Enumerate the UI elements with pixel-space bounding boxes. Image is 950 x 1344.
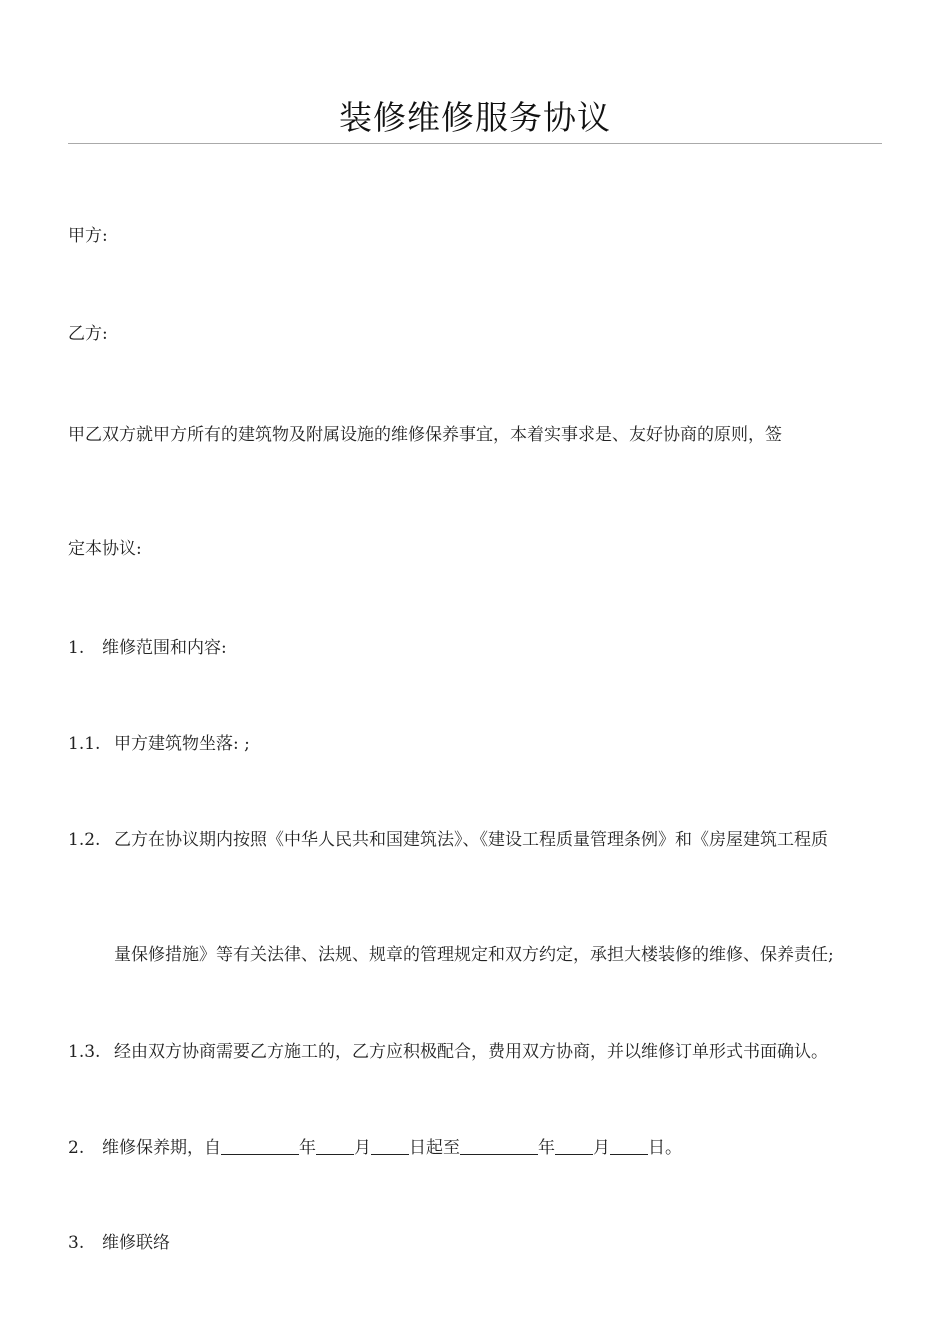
section-number: 1.1.: [68, 734, 101, 754]
section-3: [68, 1232, 170, 1254]
section-1-2-continuation: 量保修措施》等有关法律、法规、规章的管理规定和双方约定，承担大楼装修的维修、保养责任;: [114, 945, 834, 965]
section-1-1: [68, 733, 250, 755]
section-1-3: [68, 1041, 828, 1063]
party-a-label: 甲方:: [68, 226, 108, 246]
section-number: 1.: [68, 638, 85, 658]
end-year-blank[interactable]: [460, 1138, 538, 1155]
document-title: 装修维修服务协议: [339, 98, 611, 137]
section-text: 维修范围和内容:: [102, 638, 227, 658]
month-label: 月: [593, 1138, 610, 1158]
section-text: 维修联络: [102, 1233, 170, 1253]
start-year-blank[interactable]: [221, 1138, 299, 1155]
day-end-label: 日。: [648, 1138, 682, 1158]
end-day-blank[interactable]: [610, 1138, 648, 1155]
section-text: 乙方在协议期内按照《中华人民共和国建筑法》、《建设工程质量管理条例》和《房屋建筑工程质: [114, 830, 828, 850]
year-label: 年: [538, 1138, 555, 1158]
section-number: 3.: [68, 1233, 85, 1253]
section-1-2: [68, 829, 828, 851]
section-number: 1.3.: [68, 1042, 101, 1062]
start-day-blank[interactable]: [371, 1138, 409, 1155]
period-prefix: 维修保养期，自: [102, 1138, 221, 1158]
year-label: 年: [299, 1138, 316, 1158]
section-1: [68, 637, 227, 659]
section-text: 甲方建筑物坐落: ;: [114, 734, 250, 754]
end-month-blank[interactable]: [555, 1138, 593, 1155]
section-2: [68, 1137, 682, 1159]
intro-paragraph-line-2: 定本协议:: [68, 539, 142, 559]
intro-paragraph-line-1: 甲乙双方就甲方所有的建筑物及附属设施的维修保养事宜，本着实事求是、友好协商的原则，签: [68, 425, 782, 445]
start-month-blank[interactable]: [316, 1138, 354, 1155]
section-number: 2.: [68, 1138, 85, 1158]
day-to-label: 日起至: [409, 1138, 460, 1158]
section-number: 1.2.: [68, 830, 101, 850]
party-b-label: 乙方:: [68, 324, 108, 344]
section-text: 经由双方协商需要乙方施工的，乙方应积极配合，费用双方协商，并以维修订单形式书面确认。: [114, 1042, 828, 1062]
month-label: 月: [354, 1138, 371, 1158]
title-divider: [68, 143, 882, 144]
